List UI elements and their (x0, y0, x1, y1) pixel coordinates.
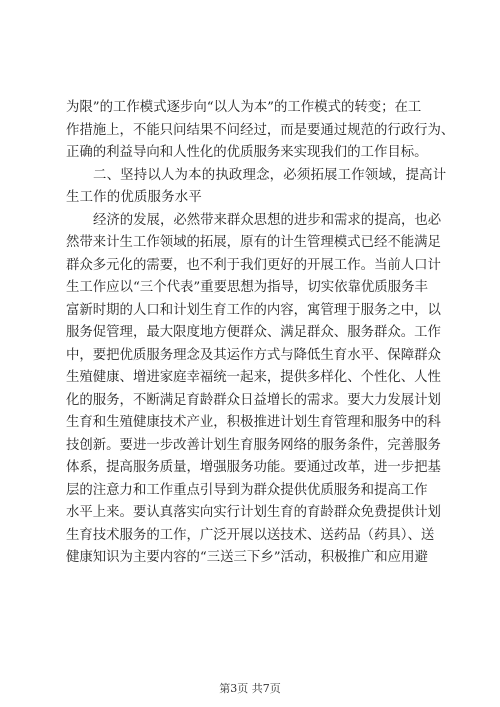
text-line: 水平上来。要认真落实向实行计划生育的育龄群众免费提供计划 (66, 505, 441, 520)
text-line: 正确的利益导向和人性化的优质服务来实现我们的工作目标。 (66, 145, 428, 160)
page-number-footer: 第3页 共7页 (219, 682, 281, 695)
text-line: 化的服务，不断满足育龄群众日益增长的需求。要大力发展计划 (66, 392, 441, 408)
text-line: 经济的发展，必然带来群众思想的进步和需求的提高，也必 (93, 212, 442, 228)
text-line: 健康知识为主要内容的“三送三下乡”活动，积极推广和应用避 (66, 550, 428, 565)
paragraph-continuation (66, 97, 455, 165)
text-line: 生育和生殖健康技术产业，积极推进计划生育管理和服务中的科 (66, 415, 441, 430)
text-line: 为限”的工作模式逐步向“以人为本”的工作模式的转变；在工 (66, 100, 422, 115)
text-line: 群众多元化的需要，也不利于我们更好的开展工作。当前人口计 (66, 257, 441, 273)
text-line: 技创新。要进一步改善计划生育服务网络的服务条件，完善服务 (66, 437, 441, 453)
text-line: 生殖健康、增进家庭幸福统一起来，提供多样化、个性化、人性 (66, 370, 441, 385)
text-line: 作措施上，不能只问结果不问经过，而是要通过规范的行政行为、 (66, 122, 455, 138)
paragraph-body (66, 210, 442, 570)
text-line: 中，要把优质服务理念及其运作方式与降低生育水平、保障群众 (66, 347, 441, 363)
heading-line: 生工作的优质服务水平 (66, 190, 202, 205)
text-line: 体系，提高服务质量，增强服务功能。要通过改革，进一步把基 (66, 460, 441, 475)
document-body (66, 97, 455, 570)
text-line: 层的注意力和工作重点引导到为群众提供优质服务和提高工作 (66, 482, 428, 498)
text-line: 服务促管理，最大限度地方便群众、满足群众、服务群众。工作 (66, 325, 441, 340)
section-heading (66, 165, 447, 210)
text-line: 然带来计生工作领域的拓展，原有的计生管理模式已经不能满足 (66, 235, 441, 250)
heading-line: 二、坚持以人为本的执政理念，必须拓展工作领域，提高计 (93, 167, 447, 183)
text-line: 生工作应以“三个代表”重要思想为指导，切实依靠优质服务丰 (66, 280, 428, 295)
text-line: 富新时期的人口和计划生育工作的内容，寓管理于服务之中，以 (66, 302, 441, 318)
text-line: 生育技术服务的工作，广泛开展以送技术、送药品（药具）、送 (66, 527, 435, 543)
